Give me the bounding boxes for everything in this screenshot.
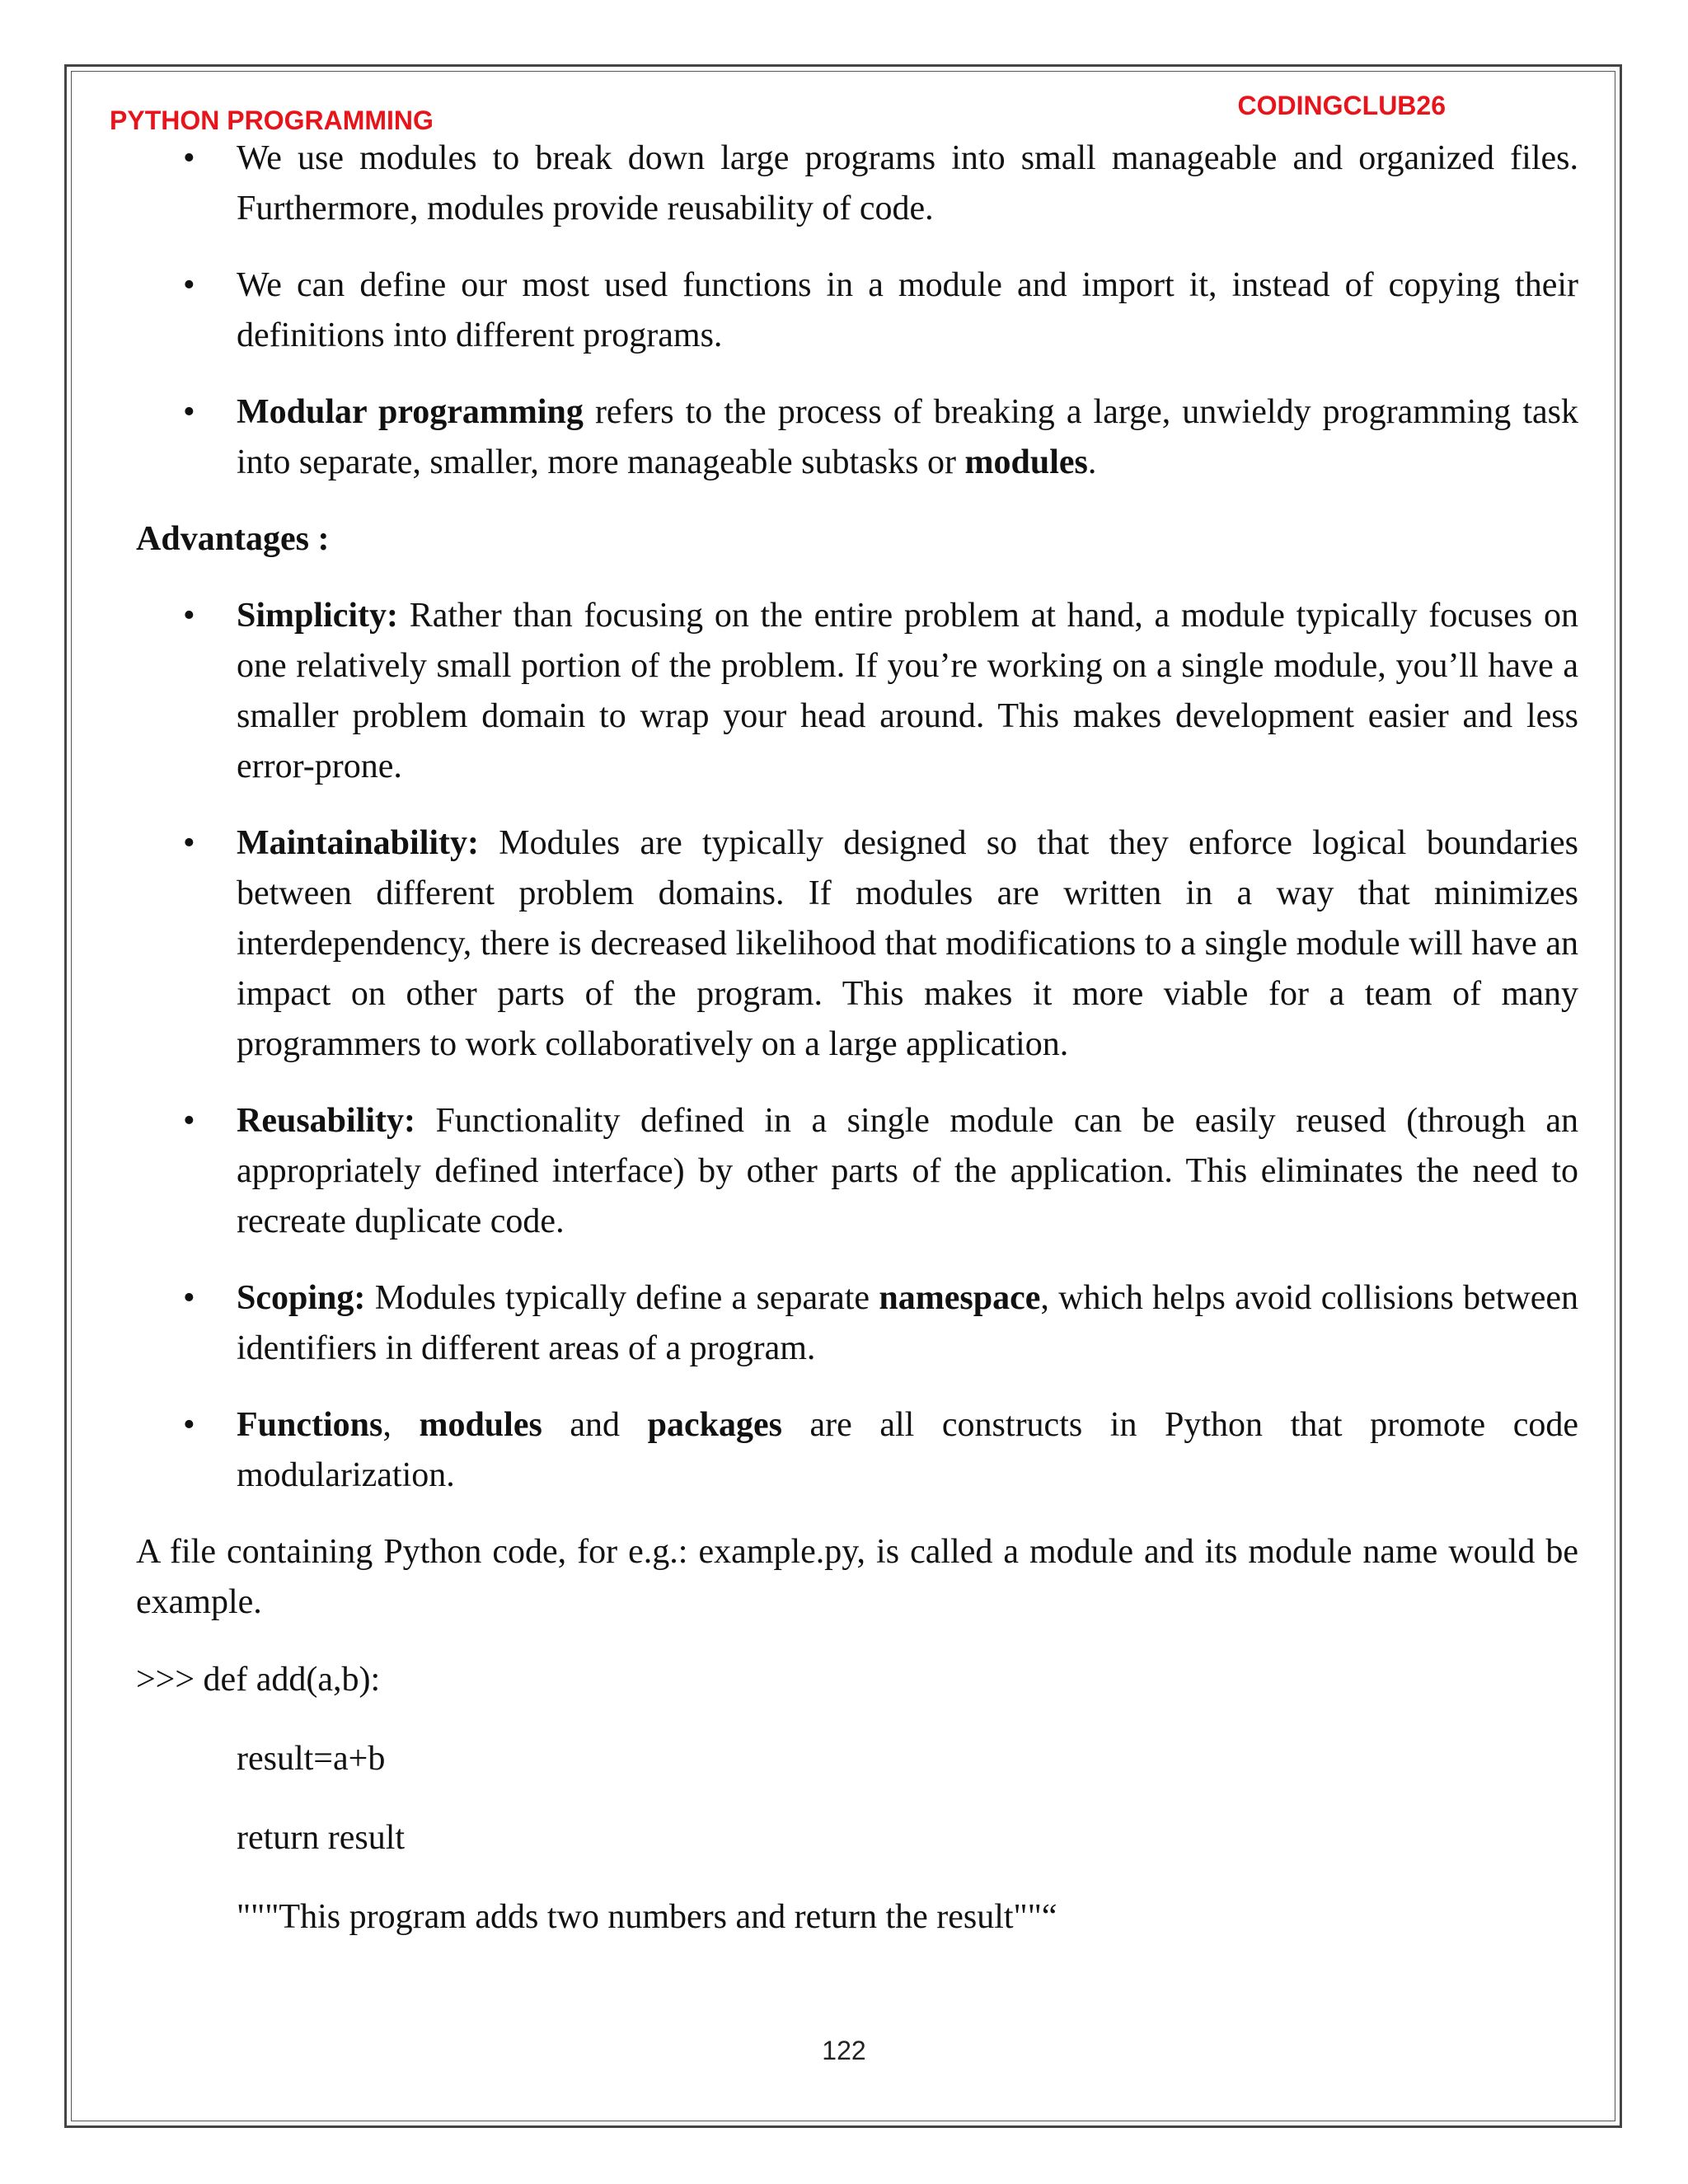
advantage-item: [136, 818, 1578, 1070]
page-number: 122: [822, 2036, 866, 2065]
bullet-text: are all constructs in Python that promote code modularization.: [237, 1406, 1578, 1494]
module-file-paragraph: A file containing Python code, for e.g.: example.py, is called a module and its module name would be example.: [136, 1533, 1578, 1621]
advantage-term: Scoping:: [237, 1279, 366, 1317]
code-line-def: >>> def add(a,b):: [136, 1661, 381, 1699]
advantage-term: Maintainability:: [237, 824, 480, 862]
advantage-term: Reusability:: [237, 1102, 416, 1140]
advantage-text: Rather than focusing on the entire problem at hand, a module typically focuses on one relatively small portion of the problem. If you’re working on a single module, you’ll have a smaller problem domain to wrap your head around. This makes development easier and less error-prone.: [237, 597, 1578, 785]
bold-term-functions: Functions: [237, 1406, 383, 1444]
advantage-bold-word: namespace: [879, 1279, 1041, 1317]
intro-bullet: [136, 260, 1578, 361]
bullet-text: We can define our most used functions in a module and import it, instead of copying their definitions into different programs.: [237, 266, 1578, 354]
advantage-text: Modules typically define a separate: [365, 1279, 879, 1317]
bullet-text: refers to the process of breaking a large, unwieldy programming task into separate, smaller, more manageable subtasks or: [237, 393, 1579, 481]
bold-term-packages: packages: [647, 1406, 782, 1444]
bullet-dot-icon: •: [183, 1279, 195, 1317]
advantage-text: , which helps avoid collisions between identifiers in different areas of a program.: [237, 1279, 1578, 1367]
advantages-list: [136, 591, 1578, 1501]
bullet-bold-term: Modular programming: [237, 393, 584, 431]
intro-bullet-list: [136, 134, 1578, 488]
bullet-text: and: [542, 1406, 648, 1444]
bullet-dot-icon: •: [183, 597, 195, 635]
header-left-title: PYTHON PROGRAMMING: [110, 105, 434, 135]
bullet-text: ,: [382, 1406, 420, 1444]
advantage-text: Modules are typically designed so that they enforce logical boundaries between different problem domains. If modules are written in a way that minimizes interdependency, there is decreased likelihood that modifications to a single module will have an impact on other parts of the program. This makes it more viable for a team of many programmers to work collaboratively on a large application.: [237, 824, 1578, 1063]
header-right-title: CODINGCLUB26: [1237, 91, 1446, 120]
intro-bullet: [136, 387, 1578, 488]
bullet-dot-icon: •: [183, 1102, 195, 1140]
advantage-text: Functionality defined in a single module can be easily reused (through an appropriately defined interface) by other parts of the application. This eliminates the need to recreate duplicate code.: [237, 1102, 1578, 1240]
advantage-item: [136, 1273, 1578, 1374]
bullet-text: We use modules to break down large programs into small manageable and organized files. Furthermore, modules provide reusability of code.: [237, 139, 1578, 227]
bullet-text: .: [1087, 443, 1097, 481]
code-line-docstring: """This program adds two numbers and return the result""“: [237, 1898, 1057, 1936]
bullet-dot-icon: •: [183, 393, 195, 431]
bullet-dot-icon: •: [183, 266, 195, 304]
bold-term-modules: modules: [419, 1406, 542, 1444]
advantage-item: [136, 591, 1578, 792]
bullet-dot-icon: •: [183, 824, 195, 862]
bullet-dot-icon: •: [183, 139, 195, 177]
advantages-heading: Advantages :: [136, 520, 330, 558]
intro-bullet: [136, 134, 1578, 234]
bullet-dot-icon: •: [183, 1406, 195, 1444]
advantage-item: [136, 1096, 1578, 1247]
code-line-result: result=a+b: [237, 1740, 386, 1778]
bullet-bold-term: modules: [964, 443, 1088, 481]
code-line-return: return result: [237, 1819, 406, 1857]
constructs-bullet: [136, 1400, 1578, 1501]
page-content: [136, 134, 1578, 1971]
advantage-term: Simplicity:: [237, 597, 398, 635]
